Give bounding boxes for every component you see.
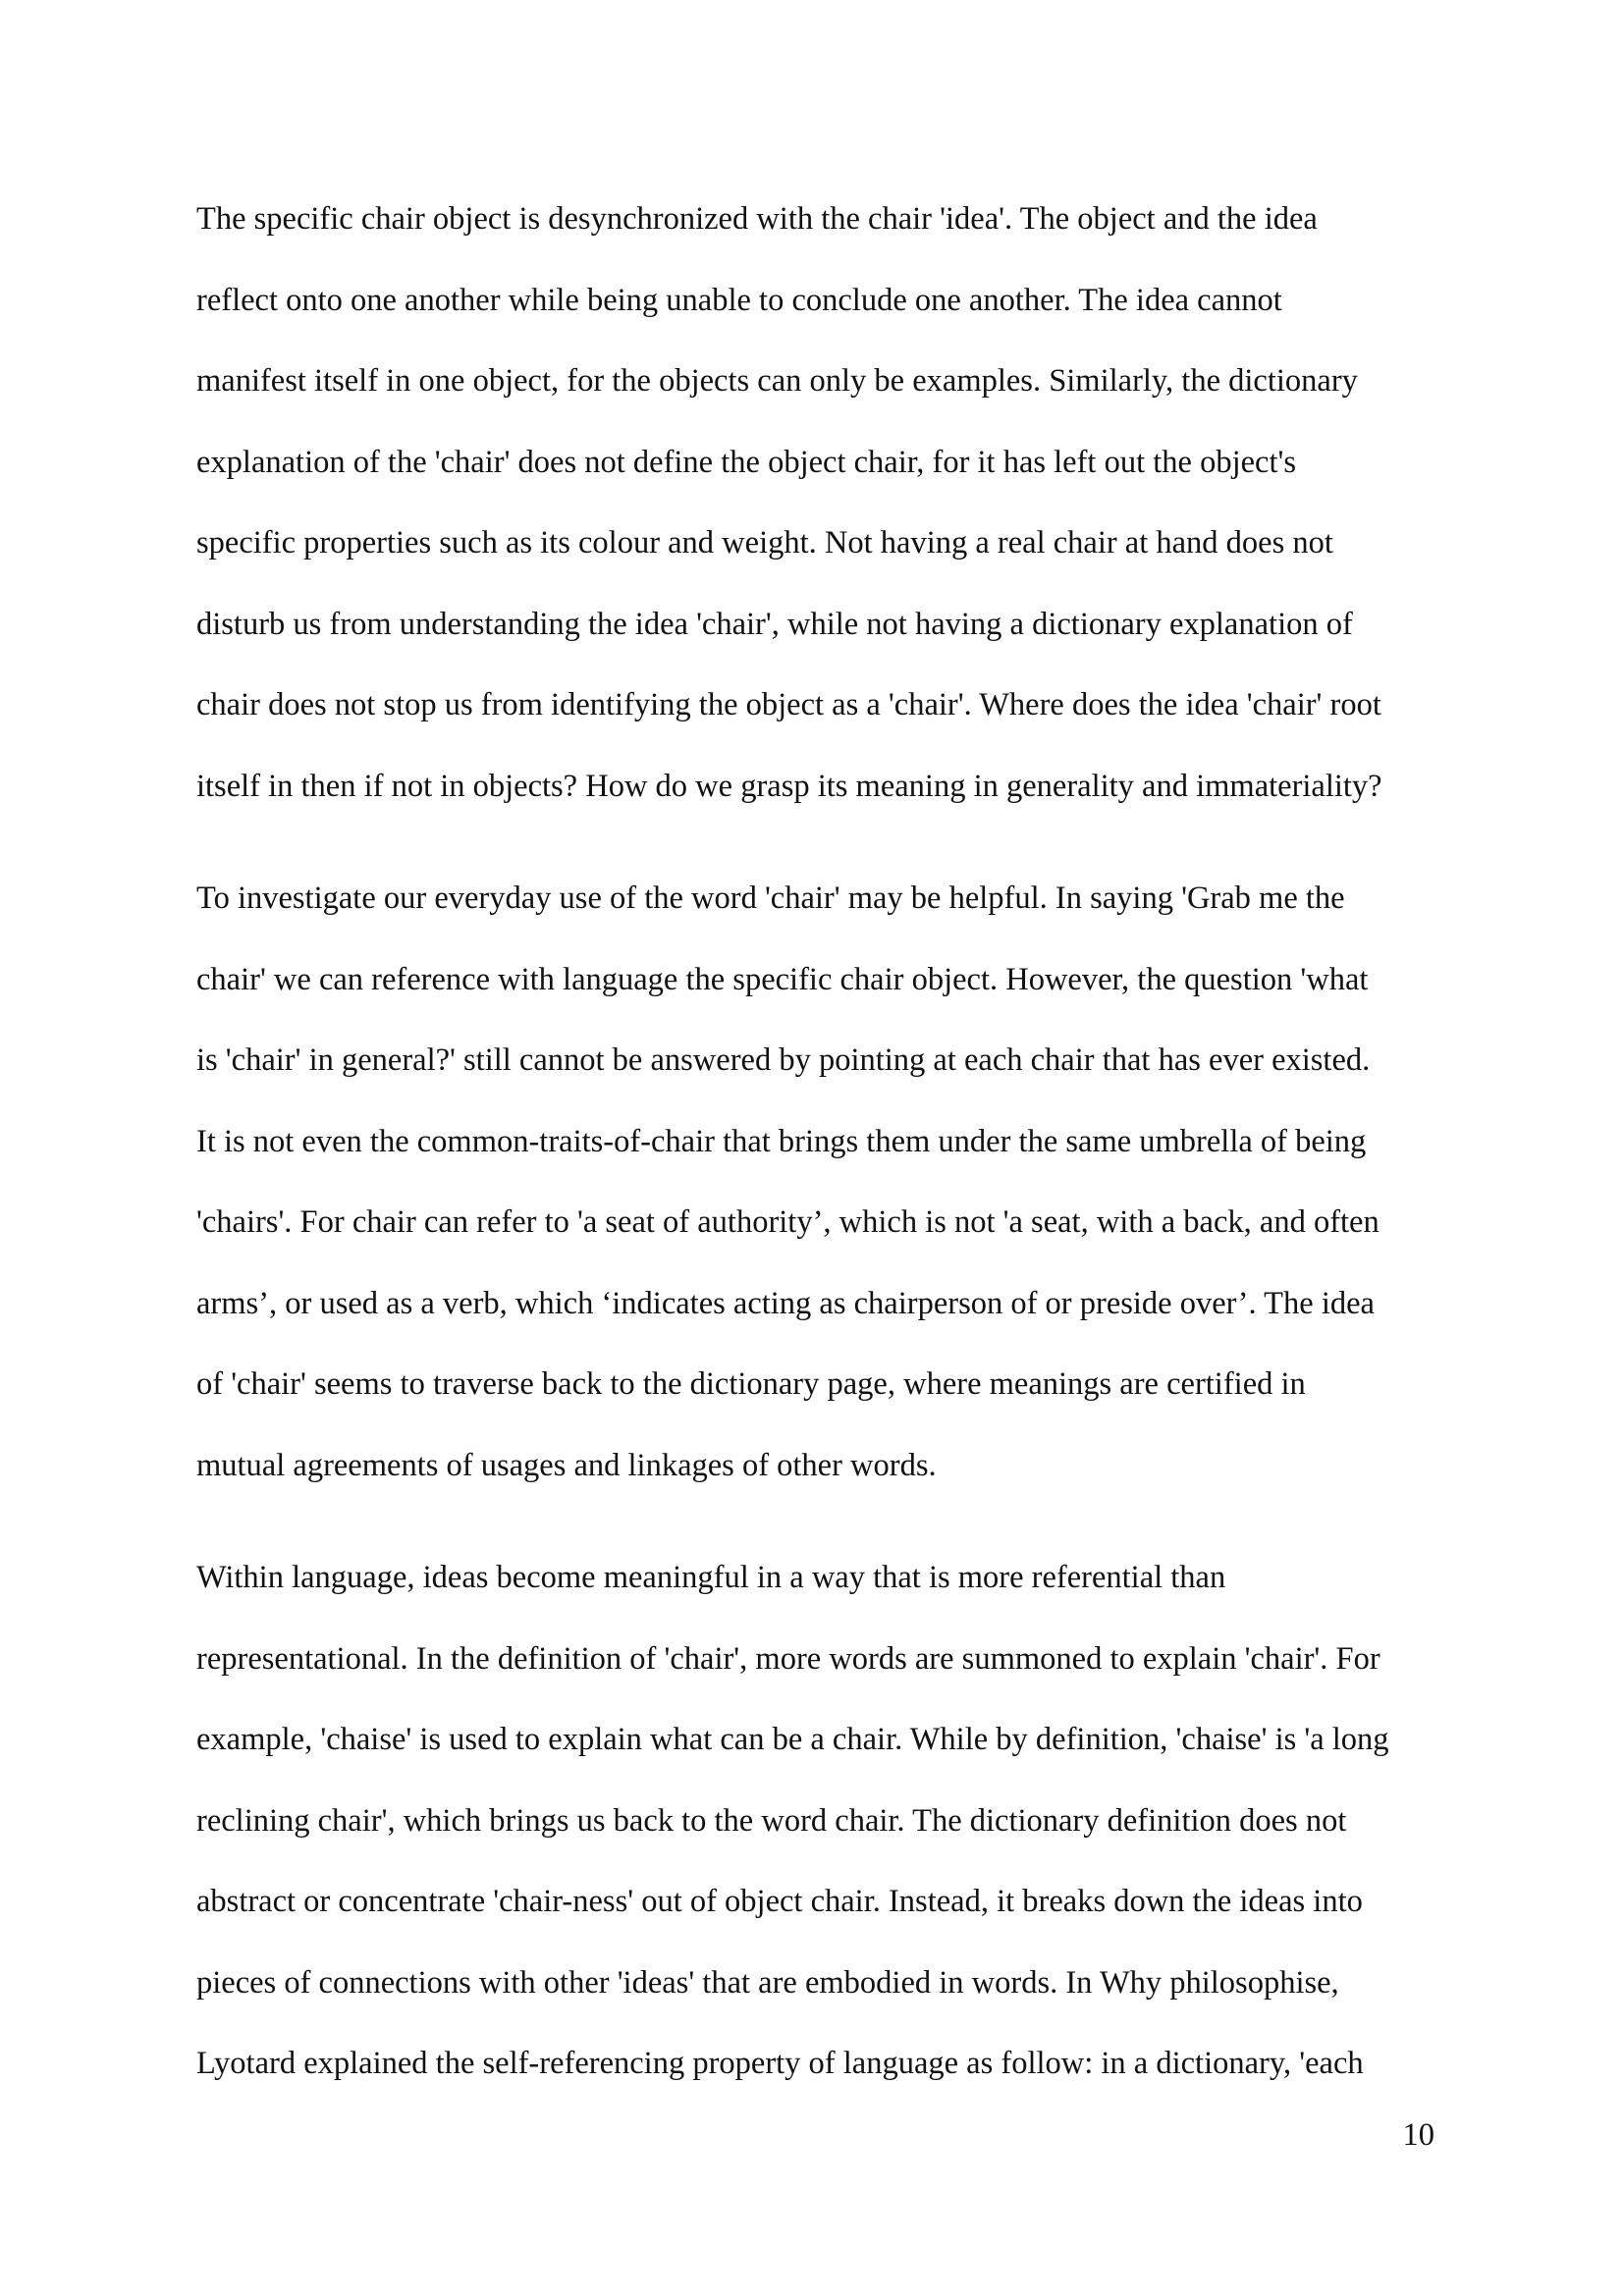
text-line: The specific chair object is desynchronized with the chair 'idea'. The object and the idea	[196, 201, 1318, 237]
text-line: It is not even the common-traits-of-chair that brings them under the same umbrella of being	[196, 1123, 1367, 1159]
text-line: explanation of the 'chair' does not define the object chair, for it has left out the object's	[196, 444, 1296, 480]
text-line: disturb us from understanding the idea 'chair', while not having a dictionary explanation of	[196, 606, 1353, 642]
text-line: representational. In the definition of 'chair', more words are summoned to explain 'chair'. For	[196, 1640, 1380, 1677]
text-line: example, 'chaise' is used to explain what can be a chair. While by definition, 'chaise' is 'a long	[196, 1722, 1389, 1757]
text-line: pieces of connections with other 'ideas' that are embodied in words. In Why philosophise,	[196, 1964, 1339, 2001]
text-line: manifest itself in one object, for the objects can only be examples. Similarly, the dictionary	[196, 363, 1358, 399]
text-line: Within language, ideas become meaningful in a way that is more referential than	[196, 1560, 1226, 1595]
text-line: specific properties such as its colour and weight. Not having a real chair at hand does not	[196, 525, 1333, 561]
text-line: is 'chair' in general?' still cannot be answered by pointing at each chair that has ever existed.	[196, 1042, 1371, 1078]
text-line: mutual agreements of usages and linkages of other words.	[196, 1447, 937, 1483]
paragraph-2	[196, 858, 1473, 1506]
page-number: 10	[1402, 2117, 1434, 2153]
paragraph-3	[196, 1537, 1473, 2105]
text-line: chair' we can reference with language the specific chair object. However, the question 'what	[196, 961, 1369, 997]
text-line: reclining chair', which brings us back to the word chair. The dictionary definition does not	[196, 1802, 1347, 1839]
text-line: arms’, or used as a verb, which ‘indicates acting as chairperson of or preside over’. The idea	[196, 1285, 1375, 1321]
text-line: of 'chair' seems to traverse back to the dictionary page, where meanings are certified in	[196, 1366, 1306, 1402]
text-line: reflect onto one another while being unable to conclude one another. The idea cannot	[196, 282, 1282, 318]
text-line: chair does not stop us from identifying the object as a 'chair'. Where does the idea 'chair' root	[196, 687, 1381, 722]
text-line: 'chairs'. For chair can refer to 'a seat of authority’, which is not 'a seat, with a back, and often	[196, 1204, 1380, 1240]
paragraph-1	[196, 179, 1473, 827]
text-line: itself in then if not in objects? How do we grasp its meaning in generality and immateriality?	[196, 768, 1382, 804]
text-line: Lyotard explained the self-referencing property of language as follow: in a dictionary, 'each	[196, 2046, 1364, 2081]
text-line: abstract or concentrate 'chair-ness' out of object chair. Instead, it breaks down the ideas into	[196, 1884, 1363, 1919]
text-line: To investigate our everyday use of the word 'chair' may be helpful. In saying 'Grab me the	[196, 881, 1345, 916]
